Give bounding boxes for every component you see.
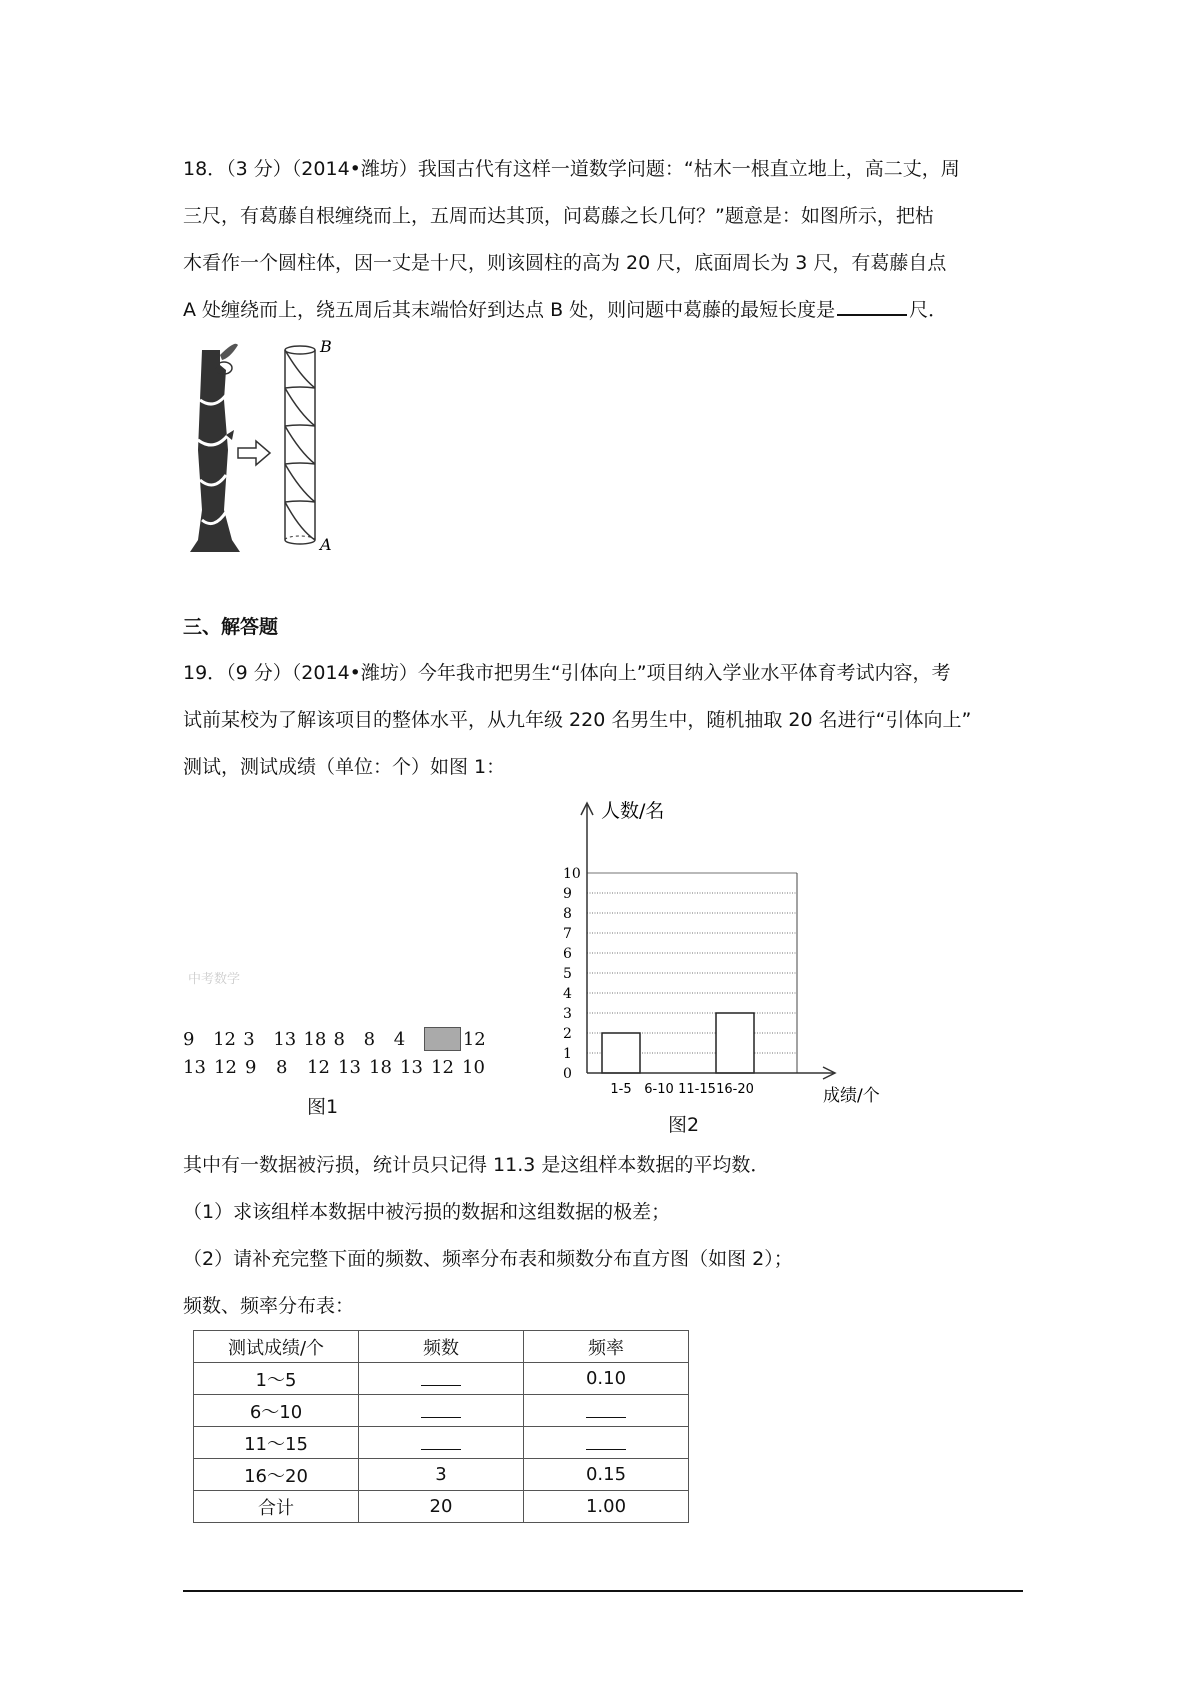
faint-watermark-text: 中考数学 <box>188 972 241 987</box>
table-cell-blank <box>359 1363 524 1395</box>
y-tick-label: 7 <box>563 926 572 942</box>
data-value: 10 <box>462 1056 485 1078</box>
data-value: 4 <box>393 1028 406 1050</box>
fill-blank <box>421 1367 461 1386</box>
tree-drawing <box>190 344 240 552</box>
data-row-1 <box>183 1025 493 1053</box>
data-value: 13 <box>273 1028 297 1050</box>
table-cell: 16～20 <box>194 1459 359 1491</box>
fill-blank <box>586 1431 626 1450</box>
rest-line-4: 频数、频率分布表： <box>183 1295 355 1317</box>
bar-1-5 <box>602 1033 640 1073</box>
data-value: 3 <box>243 1028 255 1050</box>
question-19-parts <box>183 1142 1028 1330</box>
rest-line-3: （2）请补充完整下面的频数、频率分布表和频数分布直方图（如图 2）； <box>183 1248 793 1270</box>
table-cell: 1.00 <box>524 1491 689 1523</box>
q18-line-2: 三尺，有葛藤自根缠绕而上，五周而达其顶，问葛藤之长几何？”题意是：如图所示，把枯 <box>183 205 934 227</box>
data-value: 12 <box>462 1028 486 1050</box>
q18-line-4-end: 尺． <box>909 299 948 321</box>
histogram-chart <box>545 795 905 1115</box>
table-cell: 20 <box>359 1491 524 1523</box>
table-cell: 3 <box>359 1459 524 1491</box>
data-value: 8 <box>276 1056 288 1078</box>
table-row <box>194 1363 689 1395</box>
data-value: 18 <box>369 1056 392 1078</box>
data-value: 12 <box>307 1056 330 1078</box>
y-tick-label: 1 <box>563 1046 572 1062</box>
table-cell: 合计 <box>194 1491 359 1523</box>
data-value: 8 <box>363 1028 376 1050</box>
point-b-label: B <box>320 340 332 356</box>
answer-blank <box>837 294 907 316</box>
table-row <box>194 1395 689 1427</box>
y-tick-label: 4 <box>563 986 572 1002</box>
y-axis-label: 人数/名 <box>601 800 665 822</box>
data-value: 9 <box>245 1056 257 1078</box>
frequency-table <box>193 1330 689 1523</box>
y-tick-label: 9 <box>563 886 572 902</box>
cylinder-drawing <box>285 340 332 554</box>
q18-line-3: 木看作一个圆柱体，因一丈是十尺，则该圆柱的高为 20 尺，底面周长为 3 尺，有葛藤自点 <box>183 252 947 274</box>
q19-line-2: 试前某校为了解该项目的整体水平，从九年级 220 名男生中，随机抽取 20 名进行“引体向上” <box>183 709 972 731</box>
data-value: 13 <box>338 1056 361 1078</box>
table-cell: 6～10 <box>194 1395 359 1427</box>
rest-line-1: 其中有一数据被污损，统计员只记得 11.3 是这组样本数据的平均数． <box>183 1154 770 1176</box>
x-tick-labels <box>610 1082 754 1097</box>
bottom-divider <box>183 1590 1023 1592</box>
figure-1-data <box>183 1025 493 1081</box>
y-tick-label: 3 <box>563 1006 572 1022</box>
table-row <box>194 1459 689 1491</box>
data-value: 12 <box>431 1056 454 1078</box>
table-row <box>194 1427 689 1459</box>
data-value: 13 <box>183 1056 206 1078</box>
x-axis-label: 成绩/个 <box>823 1086 880 1106</box>
q19-line-3: 测试，测试成绩（单位：个）如图 1： <box>183 756 506 778</box>
arrow-icon <box>238 441 270 465</box>
column-header: 频数 <box>359 1331 524 1363</box>
data-value: 8 <box>333 1028 345 1050</box>
table-cell: 0.15 <box>524 1459 689 1491</box>
figure-1-caption: 图1 <box>307 1096 339 1118</box>
chart-bars <box>602 1013 754 1073</box>
data-value: 9 <box>183 1028 195 1050</box>
x-tick-label: 1-5 <box>610 1082 632 1097</box>
rest-line-2: （1）求该组样本数据中被污损的数据和这组数据的极差； <box>183 1201 671 1223</box>
y-tick-label: 5 <box>563 966 572 982</box>
y-tick-label: 10 <box>563 866 581 882</box>
q18-line-4-text: A 处缠绕而上，绕五周后其末端恰好到达点 B 处，则问题中葛藤的最短长度是 <box>183 299 836 321</box>
table-cell: 11～15 <box>194 1427 359 1459</box>
question-18 <box>183 146 1028 334</box>
section-title: 三、解答题 <box>183 616 279 638</box>
y-tick-label: 8 <box>563 906 572 922</box>
column-header: 频率 <box>524 1331 689 1363</box>
x-tick-label: 11-15 <box>678 1082 716 1097</box>
table-cell-blank <box>359 1427 524 1459</box>
x-tick-label: 16-20 <box>716 1082 754 1097</box>
table-cell-blank <box>524 1427 689 1459</box>
figure-2-caption: 图2 <box>668 1114 700 1136</box>
table-cell: 1～5 <box>194 1363 359 1395</box>
point-a-label: A <box>320 535 332 554</box>
data-value: 13 <box>400 1056 423 1078</box>
y-tick-label: 0 <box>563 1066 572 1082</box>
q18-line-1: 18．（3 分）（2014•潍坊）我国古代有这样一道数学问题：“枯木一根直立地上，高二丈，周 <box>183 158 960 180</box>
fill-blank <box>586 1399 626 1418</box>
table-cell-blank <box>359 1395 524 1427</box>
y-tick-label: 2 <box>563 1026 572 1042</box>
tree-cylinder-figure <box>180 340 380 555</box>
fill-blank <box>421 1431 461 1450</box>
data-value: 12 <box>213 1028 237 1050</box>
table-cell: 0.10 <box>524 1363 689 1395</box>
question-19 <box>183 650 1028 791</box>
smudged-value <box>424 1027 461 1051</box>
y-tick-label: 6 <box>563 946 572 962</box>
q19-line-1: 19．（9 分）（2014•潍坊）今年我市把男生“引体向上”项目纳入学业水平体育考试内容，考 <box>183 662 951 684</box>
q18-line-4 <box>183 287 1028 334</box>
table-cell-blank <box>524 1395 689 1427</box>
data-row-2 <box>183 1053 493 1081</box>
table-row <box>194 1491 689 1523</box>
x-tick-label: 6-10 <box>644 1082 674 1097</box>
fill-blank <box>421 1399 461 1418</box>
table-header-row <box>194 1331 689 1363</box>
data-value: 18 <box>303 1028 327 1050</box>
bar-16-20 <box>716 1013 754 1073</box>
y-tick-labels <box>563 866 581 1082</box>
column-header: 测试成绩/个 <box>194 1331 359 1363</box>
data-value: 12 <box>214 1056 237 1078</box>
